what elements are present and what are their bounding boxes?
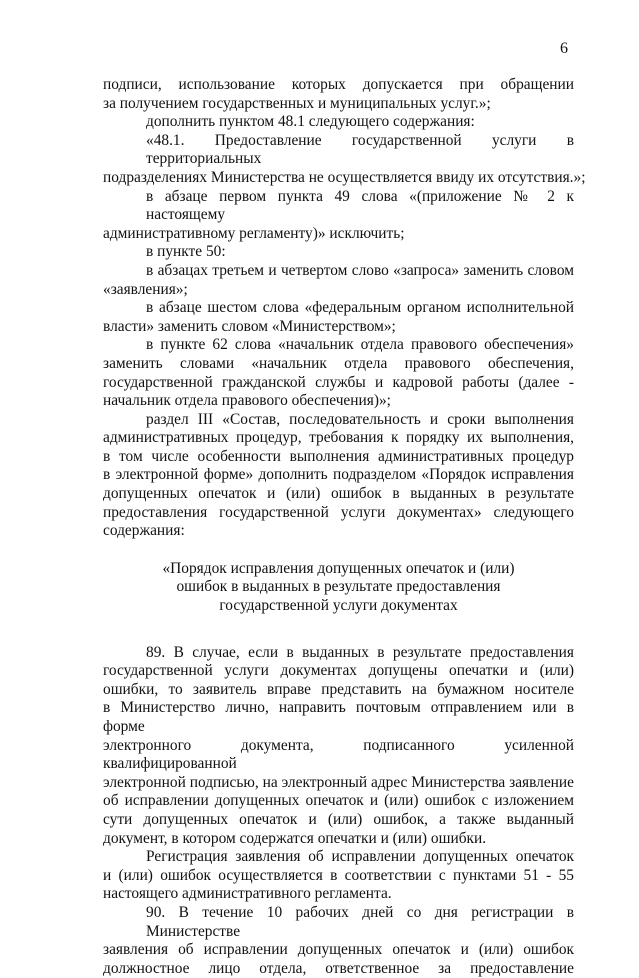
text-line: в электронной форме» дополнить подразделом «Порядок исправления: [103, 466, 574, 484]
section-heading-line: «Порядок исправления допущенных опечаток и (или): [162, 559, 515, 577]
text-line: начальник отдела правового обеспечения)»;: [103, 392, 391, 410]
text-line: «48.1. Предоставление государственной услуги в территориальных: [146, 131, 574, 168]
paragraph-gap: [103, 541, 574, 560]
text-line: раздел III «Состав, последовательность и сроки выполнения: [146, 410, 574, 428]
text-line: подписи, использование которых допускается при обращении: [103, 76, 574, 93]
text-line: в абзацах третьем и четвертом слово «запроса» заменить словом: [146, 261, 574, 279]
text-line: административных процедур, требования к порядку их выполнения,: [103, 429, 574, 447]
text-line: государственной услуги документах допущены опечатки и (или): [103, 662, 574, 680]
text-line: «заявления»;: [103, 280, 188, 298]
text-line: допущенных опечаток и (или) ошибок в выданных в результате: [103, 485, 574, 503]
text-line: заменить словами «начальник отдела правового обеспечения,: [103, 354, 574, 372]
text-line: должностное лицо отдела, ответственное за предоставление: [103, 959, 574, 977]
text-line: государственной гражданской службы и кадровой работы (далее -: [103, 373, 574, 391]
text-line: подразделениях Министерства не осуществляется ввиду их отсутствия.»;: [103, 168, 586, 186]
text-line: 90. В течение 10 рабочих дней со дня регистрации в Министерстве: [146, 903, 574, 940]
text-line: сути допущенных опечаток и (или) ошибок, а также выданный: [103, 810, 574, 828]
text-line: ошибки, то заявитель вправе представить на бумажном носителе: [103, 680, 574, 698]
text-line: в абзаце шестом слова «федеральным органом исполнительной: [146, 299, 574, 317]
page-number: 6: [560, 40, 568, 57]
text-line: в Министерство лично, направить почтовым отправлением или в форме: [103, 699, 574, 735]
text-line: и (или) ошибок осуществляется в соответствии с пунктами 51 - 55: [103, 866, 574, 884]
text-line: за получением государственных и муниципальных услуг.»;: [103, 94, 491, 112]
text-line: в пункте 50:: [146, 243, 226, 261]
text-line: заявления об исправлении допущенных опечаток и (или) ошибок: [103, 941, 574, 959]
text-line: настоящего административного регламента.: [103, 885, 392, 903]
text-line: предоставления государственной услуги документах» следующего: [103, 503, 574, 521]
section-heading-line: ошибок в выданных в результате предоставления: [176, 578, 501, 596]
paragraph-gap: [103, 616, 574, 644]
text-line: Регистрация заявления об исправлении допущенных опечаток: [146, 848, 574, 866]
document-body: [103, 76, 586, 978]
text-line: электронной подписью, на электронный адрес Министерства заявление: [103, 773, 574, 791]
text-line: 89. В случае, если в выданных в результате предоставления: [146, 643, 574, 661]
text-line: документ, в котором содержатся опечатки и (или) ошибки.: [103, 829, 487, 847]
text-line: в том числе особенности выполнения административных процедур: [103, 447, 574, 465]
text-line: об исправлении допущенных опечаток и (или) ошибок с изложением: [103, 792, 574, 810]
text-line: административному регламенту)» исключить;: [103, 224, 405, 242]
text-line: в пункте 62 слова «начальник отдела правового обеспечения»: [146, 336, 574, 354]
text-line: электронного документа, подписанного усиленной квалифицированной: [103, 736, 574, 773]
text-line: дополнить пунктом 48.1 следующего содержания:: [146, 113, 475, 131]
text-line: содержания:: [103, 522, 185, 540]
text-line: власти» заменить словом «Министерством»;: [103, 317, 396, 335]
section-heading-line: государственной услуги документах: [219, 597, 458, 615]
text-line: в абзаце первом пункта 49 слова «(приложение № 2 к настоящему: [146, 187, 574, 224]
